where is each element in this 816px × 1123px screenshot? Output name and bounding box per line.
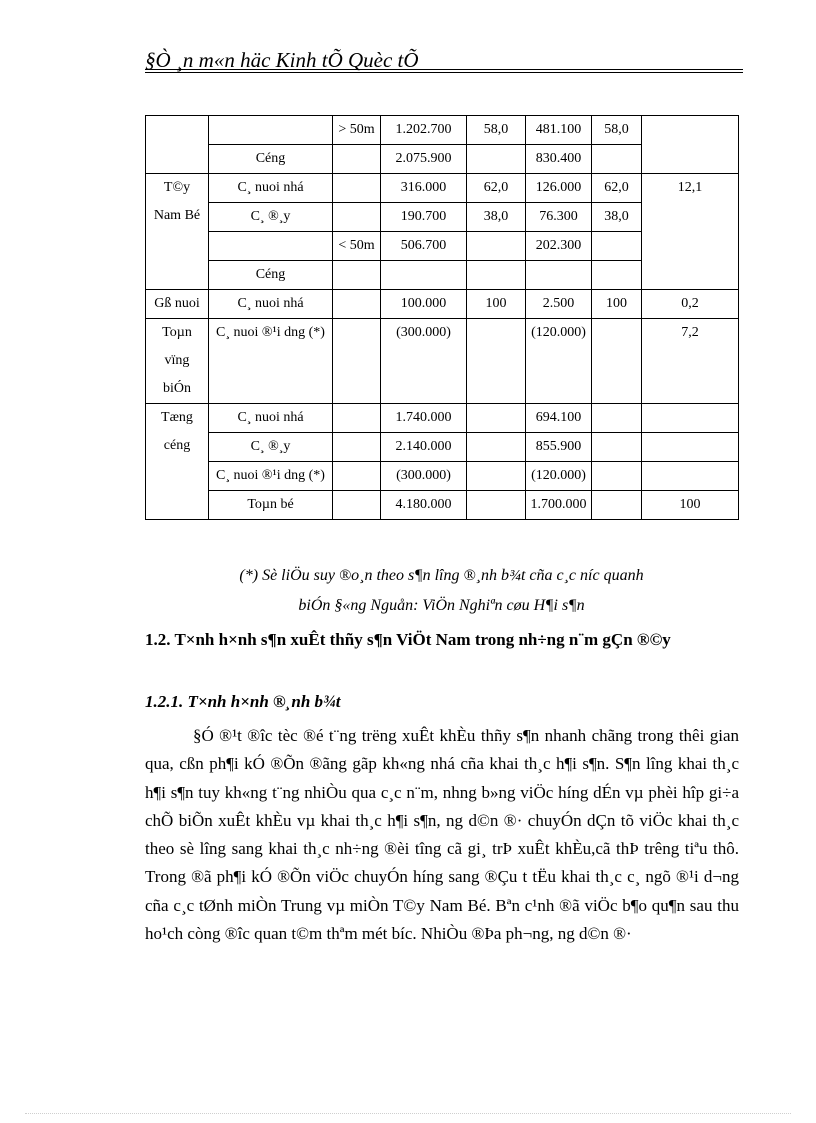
table-cell: Gß nuoi <box>146 290 209 319</box>
table-cell <box>467 145 526 174</box>
table-cell: 62,0 <box>467 174 526 203</box>
table-cell <box>333 174 381 203</box>
table-cell: T©y Nam Bé <box>146 174 209 290</box>
table-cell: (120.000) <box>526 462 592 491</box>
table-row <box>146 462 739 491</box>
table-cell: C¸ nuoi ®¹i dng (*) <box>209 462 333 491</box>
table-caption-line-1: (*) Sè liÖu suy ®o¸n theo s¶n lîng ®¸nh b¾t cña c¸c níc quanh <box>239 567 644 584</box>
table-cell: 100 <box>642 491 739 520</box>
table-cell <box>333 145 381 174</box>
table-cell <box>333 261 381 290</box>
table-cell: (300.000) <box>381 319 467 404</box>
table-row <box>146 404 739 433</box>
table-cell: Céng <box>209 261 333 290</box>
table-cell <box>467 232 526 261</box>
table-cell: 2.075.900 <box>381 145 467 174</box>
table-cell <box>592 462 642 491</box>
table-cell: 2.140.000 <box>381 433 467 462</box>
table-cell: 316.000 <box>381 174 467 203</box>
table-cell <box>333 290 381 319</box>
table-cell: C¸ nuoi ®¹i dng (*) <box>209 319 333 404</box>
table-cell: 694.100 <box>526 404 592 433</box>
table-cell <box>592 404 642 433</box>
table-cell: (120.000) <box>526 319 592 404</box>
table-cell <box>467 491 526 520</box>
table-cell: 38,0 <box>467 203 526 232</box>
fishery-stats-table <box>145 115 739 520</box>
table-cell: Toµn vïng biÓn <box>146 319 209 404</box>
table-cell: < 50m <box>333 232 381 261</box>
table-row <box>146 491 739 520</box>
table-cell: 58,0 <box>592 116 642 145</box>
table-cell <box>333 319 381 404</box>
table-cell <box>333 462 381 491</box>
section-heading: 1.2. T×nh h×nh s¶n xuÊt thñy s¶n ViÖt Nam trong nh÷ng n¨m gÇn ®©y <box>145 630 671 649</box>
table-cell <box>592 433 642 462</box>
table-cell: 2.500 <box>526 290 592 319</box>
table-cell: 830.400 <box>526 145 592 174</box>
table-cell: C¸ nuoi nhá <box>209 174 333 203</box>
table-cell: 1.740.000 <box>381 404 467 433</box>
table-cell <box>642 462 739 491</box>
table-cell: 190.700 <box>381 203 467 232</box>
table-cell: 7,2 <box>642 319 739 404</box>
table-cell: 1.700.000 <box>526 491 592 520</box>
table-cell <box>592 145 642 174</box>
table-cell <box>642 404 739 433</box>
table-cell: C¸ nuoi nhá <box>209 404 333 433</box>
table-cell: (300.000) <box>381 462 467 491</box>
table-row <box>146 290 739 319</box>
table-cell: 126.000 <box>526 174 592 203</box>
subsection-heading: 1.2.1. T×nh h×nh ®¸nh b¾t <box>145 692 341 711</box>
table-cell <box>526 261 592 290</box>
table-row <box>146 319 739 404</box>
table-cell: C¸ ®¸y <box>209 433 333 462</box>
table-cell: Tæng céng <box>146 404 209 520</box>
table-cell: Toµn bé <box>209 491 333 520</box>
table-cell: Céng <box>209 145 333 174</box>
table-cell: 506.700 <box>381 232 467 261</box>
table-cell <box>592 491 642 520</box>
table-cell <box>642 433 739 462</box>
table-cell: 100 <box>467 290 526 319</box>
table-cell <box>381 261 467 290</box>
table-cell: C¸ ®¸y <box>209 203 333 232</box>
table-row <box>146 433 739 462</box>
table-cell <box>333 404 381 433</box>
header-rule-bottom <box>145 72 743 73</box>
table-cell <box>467 261 526 290</box>
table-cell: 62,0 <box>592 174 642 203</box>
table-cell <box>146 116 209 174</box>
table-cell: 58,0 <box>467 116 526 145</box>
table-cell <box>467 433 526 462</box>
table-cell <box>209 232 333 261</box>
table-cell <box>209 116 333 145</box>
table-cell <box>592 261 642 290</box>
table-cell: C¸ nuoi nhá <box>209 290 333 319</box>
table-cell <box>333 491 381 520</box>
table-cell <box>467 319 526 404</box>
body-paragraph: §Ó ®¹t ®îc tèc ®é t¨ng trëng xuÊt khÈu thñy s¶n nhanh chãng trong thêi gian qua, cßn ph¶i kÓ ®Õn ®ãng gãp kh«ng nhá cña khai th¸c h¶i s¶n. S¶n lîng khai th¸c h¶i s¶n tuy kh«ng t¨ng nhiÒu qua c¸c n¨m, nhng b»ng viÖc híng dÉn vµ phèi hîp gi÷a chÕ biÕn xuÊt khÈu vµ khai th¸c h¶i s¶n, ng d©n ®· chuyÓn dÇn tõ viÖc khai th¸c theo sè lîng sang khai th¸c nh÷ng ®èi tîng cã gi¸ trÞ xuÊt khÈu,cã thÞ trêng tiªu thô. Trong ®ã ph¶i kÓ ®Õn viÖc chuyÓn híng sang ®Çu t tËu khai th¸c c¸ ngõ ®¹i d¬ng cña c¸c tØnh miÒn Trung vµ miÒn T©y Nam Bé. Bªn c¹nh ®ã viÖc b¶o qu¶n sau thu ho¹ch còng ®îc quan t©m thªm mét bíc. NhiÒu ®Þa ph¬ng, ng d©n ®· <box>145 726 739 944</box>
header-rule-top <box>145 69 743 70</box>
table-cell <box>467 462 526 491</box>
table-cell: 0,2 <box>642 290 739 319</box>
table-cell <box>592 232 642 261</box>
table-cell: 855.900 <box>526 433 592 462</box>
table-cell <box>333 203 381 232</box>
table-cell: 12,1 <box>642 174 739 290</box>
page-header: §Ò ¸n m«n häc Kinh tÕ Quèc tÕ <box>145 48 419 72</box>
table-cell <box>642 116 739 174</box>
table-cell: 100 <box>592 290 642 319</box>
table-cell: 76.300 <box>526 203 592 232</box>
footer-rule <box>25 1113 791 1114</box>
table-cell: > 50m <box>333 116 381 145</box>
table-cell: 1.202.700 <box>381 116 467 145</box>
table-cell: 4.180.000 <box>381 491 467 520</box>
table-cell: 38,0 <box>592 203 642 232</box>
table-cell <box>333 433 381 462</box>
table-caption-line-2: biÓn §«ng Nguån: ViÖn Nghiªn cøu H¶i s¶n <box>298 597 585 614</box>
table-row <box>146 174 739 203</box>
table-cell: 481.100 <box>526 116 592 145</box>
table-row <box>146 116 739 145</box>
table-cell: 100.000 <box>381 290 467 319</box>
table-cell: 202.300 <box>526 232 592 261</box>
table-cell <box>467 404 526 433</box>
table-cell <box>592 319 642 404</box>
